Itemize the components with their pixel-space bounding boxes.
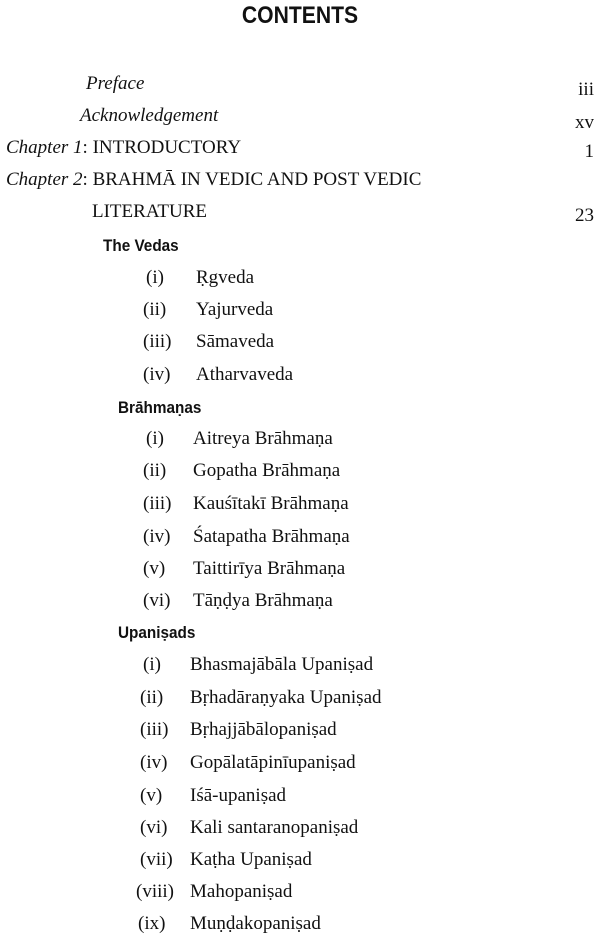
chapter-label: Chapter 1 — [6, 137, 83, 158]
toc-subentry[interactable]: Atharvaveda — [196, 364, 294, 385]
toc-subentry[interactable]: Yajurveda — [196, 299, 274, 320]
toc-subentry[interactable]: Bhasmajābāla Upaniṣad — [190, 654, 374, 675]
toc-entry-chapter-1[interactable] — [6, 136, 241, 160]
item-number: (vi) — [140, 817, 168, 838]
item-number: (iv) — [143, 364, 171, 385]
toc-page-acknowledgement: xv — [575, 112, 594, 133]
toc-subentry[interactable]: Taittirīya Brāhmaṇa — [193, 558, 346, 579]
item-number: (v) — [143, 558, 166, 579]
item-number: (iii) — [143, 493, 172, 514]
section-heading-brahmanas: Brāhmaṇas — [118, 398, 202, 417]
item-number: (v) — [140, 785, 163, 806]
item-number: (iv) — [140, 752, 168, 773]
toc-subentry[interactable]: Sāmaveda — [196, 331, 275, 352]
item-number: (iv) — [143, 526, 171, 547]
toc-subentry[interactable]: Kali santaranopaniṣad — [190, 817, 359, 838]
toc-page-chapter-2: 23 — [575, 205, 594, 226]
toc-subentry[interactable]: Kauśītakī Brāhmaṇa — [193, 493, 349, 514]
toc-page-preface: iii — [578, 79, 594, 100]
item-number: (i) — [146, 267, 164, 288]
toc-subentry[interactable]: Mahopaniṣad — [190, 881, 293, 902]
toc-entry-chapter-2[interactable] — [6, 168, 421, 192]
item-number: (vii) — [140, 849, 173, 870]
toc-subentry[interactable]: Śatapatha Brāhmaṇa — [193, 526, 350, 547]
item-number: (ix) — [138, 913, 166, 934]
toc-subentry[interactable]: Bṛhajjābālopaniṣad — [190, 719, 337, 740]
toc-subentry[interactable]: Ṛgveda — [196, 267, 255, 288]
toc-subentry[interactable]: Bṛhadāraṇyaka Upaniṣad — [190, 687, 382, 708]
toc-entry-preface[interactable]: Preface — [86, 73, 145, 94]
toc-subentry[interactable]: Aitreya Brāhmaṇa — [193, 428, 333, 449]
item-number: (i) — [146, 428, 164, 449]
chapter-label: Chapter 2 — [6, 169, 83, 190]
item-number: (ii) — [143, 460, 167, 481]
toc-subentry[interactable]: Tāṇḍya Brāhmaṇa — [193, 590, 333, 611]
page-title: CONTENTS — [241, 2, 359, 29]
toc-subentry[interactable]: Iśā-upaniṣad — [190, 785, 287, 806]
item-number: (viii) — [136, 881, 174, 902]
item-number: (ii) — [143, 299, 167, 320]
chapter-title-line-2: LITERATURE — [92, 201, 208, 222]
item-number: (iii) — [140, 719, 169, 740]
item-number: (ii) — [140, 687, 164, 708]
chapter-separator: : — [82, 169, 88, 190]
toc-subentry[interactable]: Gopatha Brāhmaṇa — [193, 460, 341, 481]
item-number: (iii) — [143, 331, 172, 352]
item-number: (vi) — [143, 590, 171, 611]
section-heading-vedas: The Vedas — [103, 236, 179, 255]
item-number: (i) — [143, 654, 161, 675]
toc-subentry[interactable]: Gopālatāpinīupaniṣad — [190, 752, 356, 773]
toc-entry-acknowledgement[interactable]: Acknowledgement — [80, 105, 219, 126]
toc-page-chapter-1: 1 — [584, 141, 594, 162]
toc-subentry[interactable]: Kaṭha Upaniṣad — [190, 849, 312, 870]
chapter-title-line-1: BRAHMĀ IN VEDIC AND POST VEDIC — [92, 169, 422, 190]
toc-subentry[interactable]: Muṇḍakopaniṣad — [190, 913, 321, 934]
section-heading-upanisads: Upaniṣads — [118, 623, 196, 642]
chapter-title: INTRODUCTORY — [92, 137, 242, 158]
chapter-separator: : — [82, 137, 88, 158]
